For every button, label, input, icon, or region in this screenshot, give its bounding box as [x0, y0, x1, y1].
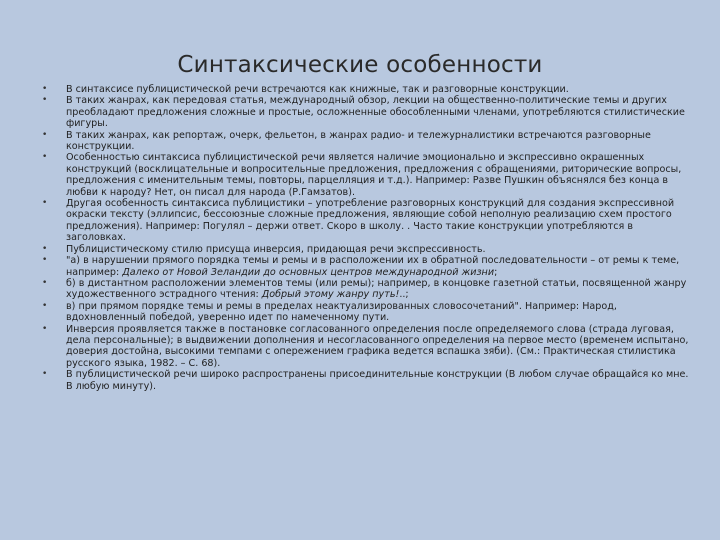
list-item-text: В публицистической речи широко распространены присоединительные конструкции (В любом случае обращайся ко мне. В любую минуту). [66, 369, 689, 392]
list-item-text: Инверсия проявляется также в постановке согласованного определения после определяемого слова (страда луговая, дела персональные); в выдвижении дополнения и несогласованного определения на первое место (временем испытано, доверия достойна, высокими темпами с опережением графика ведется вспашка зяби). (См.: Практическая стилистика русского языка, 1982. – С. 68). [66, 323, 689, 369]
bullet-icon: • [42, 95, 48, 106]
list-item-text: Особенностью синтаксиса публицистической речи является наличие эмоционально и экспрессивно окрашенных конструкций (восклицательные и вопросительные предложения, предложения с обращениями, риторические вопросы, предложения с именительным темы, повторы, парцелляция и т.д.). Например: Разве Пушкин объяснялся без конца в любви к народу? Нет, он писал для народа (Р.Гамзатов). [66, 152, 682, 198]
bullet-icon: • [42, 243, 48, 254]
bullet-icon: • [42, 300, 48, 311]
list-item [40, 324, 690, 370]
bullet-icon: • [42, 84, 48, 94]
bullet-icon: • [42, 369, 48, 380]
list-item [40, 152, 690, 198]
slide-title: Синтаксические особенности [177, 52, 543, 78]
bullet-icon: • [42, 255, 48, 266]
list-item [40, 369, 690, 392]
list-item [40, 301, 690, 324]
list-item-text-end: ; [494, 266, 498, 278]
list-item [40, 95, 690, 129]
list-item [40, 255, 690, 278]
list-item-text: В таких жанрах, как репортаж, очерк, фельетон, в жанрах радио- и тележурналистики встречаются разговорные конструкции. [66, 129, 651, 153]
bullet-icon: • [42, 277, 48, 288]
list-item-text: Публицистическому стилю присуща инверсия, придающая речи экспрессивность. [66, 243, 486, 255]
bullet-icon: • [42, 198, 48, 209]
list-item [40, 130, 690, 153]
list-item [40, 244, 690, 255]
list-item [40, 84, 690, 95]
bullet-list [40, 84, 690, 392]
bullet-icon: • [42, 129, 48, 140]
bullet-icon: • [42, 152, 48, 163]
list-item-text: б) в дистантном расположении элементов темы (или ремы); например, в концовке газетной статьи, посвященной жанру художественного эстрадного чтения: [66, 277, 687, 301]
list-item-text: в) при прямом порядке темы и ремы в пределах неактуализированных словосочетаний". Например: Народ, вдохновленный победой, уверенно идет по намеченному пути. [66, 300, 617, 324]
list-item [40, 198, 690, 244]
list-item-text: В таких жанрах, как передовая статья, международный обзор, лекции на общественно-политические темы и других преобладают предложения сложные и простые, осложненные обособленными членами, употребляются стилистические фигуры. [66, 95, 685, 130]
list-item-text-end: ..; [399, 289, 409, 301]
example-italic: Далеко от Новой Зеландии до основных центров международной жизни [122, 266, 495, 278]
list-item-text: В синтаксисе публицистической речи встречаются как книжные, так и разговорные конструкции. [66, 84, 569, 95]
example-italic: Добрый этому жанру путь! [261, 289, 400, 301]
list-item [40, 278, 690, 301]
bullet-icon: • [42, 323, 48, 334]
list-item-text: "а) в нарушении прямого порядка темы и ремы и в расположении их в обратной последовательности – от ремы к теме, например: [66, 255, 680, 278]
list-item-text: Другая особенность синтаксиса публицистики – употребление разговорных конструкций для создания экспрессивной окраски тексту (эллипсис, бессоюзные сложные предложения, являющие собой неполную реализацию схем простого предложения). Например: Погулял – держи ответ. Скоро в школу. . Часто такие конструкции употребляются в заголовках. [66, 198, 675, 244]
